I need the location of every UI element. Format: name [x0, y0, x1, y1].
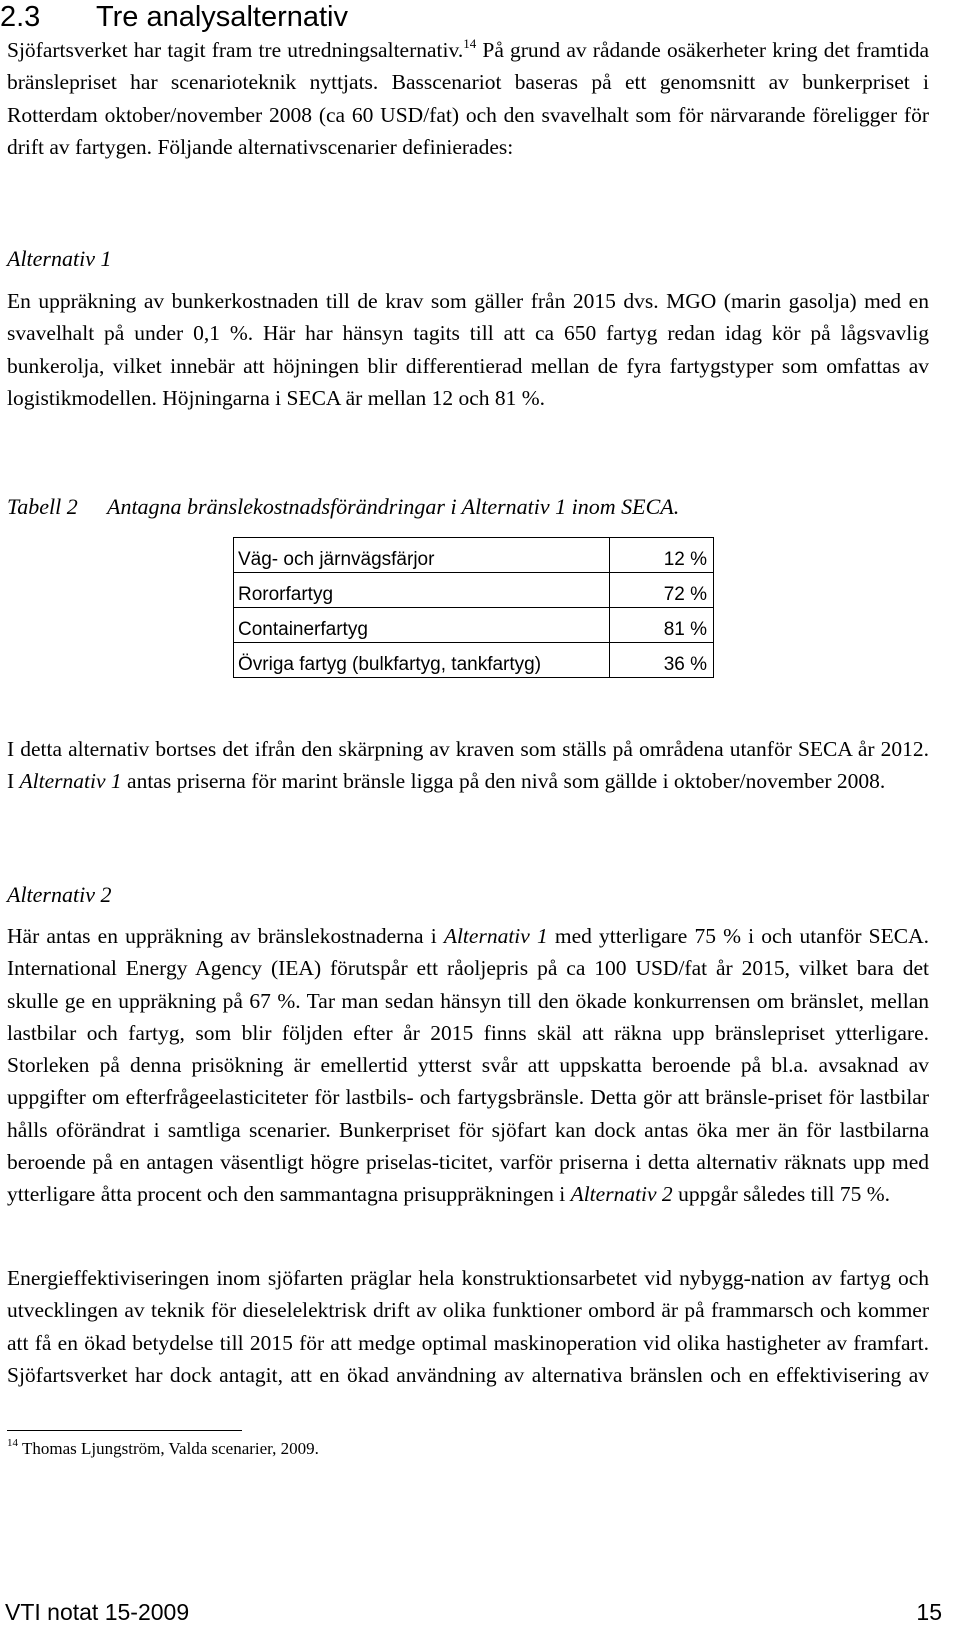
table-caption: [7, 492, 679, 522]
intro-sentence-2: På grund av rådande osäkerheter kring det framtida bränslepriset har scenarioteknik nyttjats.: [7, 38, 929, 95]
fuel-cost-table: [233, 537, 714, 678]
intro-sentence-3: Basscenariot baseras på ett genomsnitt av bunkerpriset i Rotterdam oktober/november 2008 (ca 60 USD/fat) och den svavelhalt som för närvarande föreligger för drift av fartygen.: [7, 70, 929, 159]
intro-sentence-4: Följande alternativscenarier definierades:: [152, 134, 514, 159]
alt2-italic-1: Alternativ 1: [443, 924, 548, 948]
post-table-text-a: I detta alternativ bortses det ifrån den skärpning av kraven som ställs på områdena utanför SECA år 2012. I: [7, 737, 929, 794]
table-row: [234, 608, 714, 643]
table-cell-value: 81 %: [610, 608, 714, 643]
table-row: [234, 538, 714, 573]
footnote-divider: [7, 1430, 242, 1431]
alternativ-1-heading: Alternativ 1: [7, 246, 112, 271]
alternativ-2-heading: Alternativ 2: [7, 882, 112, 907]
energy-efficiency-paragraph: Energieffektiviseringen inom sjöfarten präglar hela konstruktionsarbetet vid nybygg-nation av fartyg och utvecklingen av teknik för dieselelektrisk drift av olika funktioner ombord är på frammarsch och kommer att få en ökad betydelse till 2015 för att medge optimal maskinoperation vid olika hastigheter av framfart. Sjöfartsverket har dock antagit, att en ökad användning av alternativa bränslen och en effektivisering av: [7, 1266, 929, 1387]
table-cell-label: Väg- och järnvägsfärjor: [234, 538, 610, 573]
table-cell-value: 72 %: [610, 573, 714, 608]
table-caption-text: Antagna bränslekostnadsförändringar i Alternativ 1 inom SECA.: [107, 494, 680, 519]
alt1-text-a: En uppräkning av bunkerkostnaden till de krav som gäller från 2015 dvs.: [7, 289, 659, 313]
alt1-text-d: Höjningarna i SECA är mellan 12 och 81 %.: [156, 385, 546, 410]
footnote-reference[interactable]: 14: [463, 36, 477, 51]
footnote-text: Thomas Ljungström, Valda scenarier, 2009.: [22, 1439, 319, 1458]
table-cell-value: 12 %: [610, 538, 714, 573]
post-table-text-c: antas priserna för marint bränsle ligga på den nivå som gällde i oktober/november 2008.: [121, 769, 886, 794]
alternativ-2-paragraph: [7, 920, 929, 1211]
intro-paragraph: [7, 34, 929, 163]
alt2-text-a: Här antas en uppräkning av bränslekostnaderna i: [7, 924, 444, 948]
page-number: 15: [916, 1599, 942, 1625]
footnote: [7, 1438, 319, 1460]
table-cell-value: 36 %: [610, 643, 714, 678]
table-cell-label: Rororfartyg: [234, 573, 610, 608]
table-cell-label: Övriga fartyg (bulkfartyg, tankfartyg): [234, 643, 610, 678]
table-row: [234, 643, 714, 678]
alt1-text-b: MGO (marin gasolja) med en svavelhalt på under 0,1 %.: [7, 289, 929, 346]
alt2-text-e: uppgår således till 75 %.: [672, 1182, 891, 1207]
footer-publication: VTI notat 15-2009: [5, 1599, 190, 1625]
table-caption-label: Tabell 2: [7, 494, 78, 519]
section-number: 2.3: [0, 1, 41, 33]
post-table-paragraph: [7, 733, 929, 798]
alt2-text-c: med ytterligare 75 % i och utanför SECA. International Energy Agency (IEA) förutspår ett råoljepris på ca 100 USD/fat år 2015, vilket bara det skulle ge en uppräkning på 67 %. Tar man sedan hänsyn till den ökade konkurrensen om bränslet, mellan lastbilar och fartyg, som blir följden efter år 2015 finns skäl att räkna upp bränslepriset ytterligare. Storleken på denna prisökning är emellertid ytterst svår att uppskatta beroende på bl.a. avsaknad av uppgifter om efterfrågeelasticiteter för lastbils- och fartygsbränsle. Detta gör att bränsle-priset för lastbilar hålls oförändrat i samtliga scenarier. Bunkerpriset för sjöfart kan dock antas öka mer än för lastbilarna beroende på en antagen väsentligt högre priselas-ticitet, varför priserna i detta alternativ räknats upp med ytterligare åtta procent och den sammantagna prisuppräkningen i: [7, 924, 930, 1207]
section-heading: [0, 0, 348, 34]
table-row: [234, 573, 714, 608]
footnote-number: 14: [7, 1437, 18, 1449]
section-title: Tre analysalternativ: [96, 1, 348, 33]
alternativ-1-paragraph: [7, 285, 929, 414]
alt2-italic-2: Alternativ 2: [570, 1182, 673, 1207]
post-table-italic: Alternativ 1: [19, 769, 122, 794]
intro-sentence-1: Sjöfartsverket har tagit fram tre utredningsalternativ.: [7, 38, 464, 62]
table-cell-label: Containerfartyg: [234, 608, 610, 643]
alt1-text-c: Här har hänsyn tagits till att ca 650 fartyg redan idag kör på lågsvavlig bunkerolja, vilket innebär att höjningen blir differentierad mellan de fyra fartygstyper som omfattas av logistikmodellen.: [7, 321, 929, 410]
